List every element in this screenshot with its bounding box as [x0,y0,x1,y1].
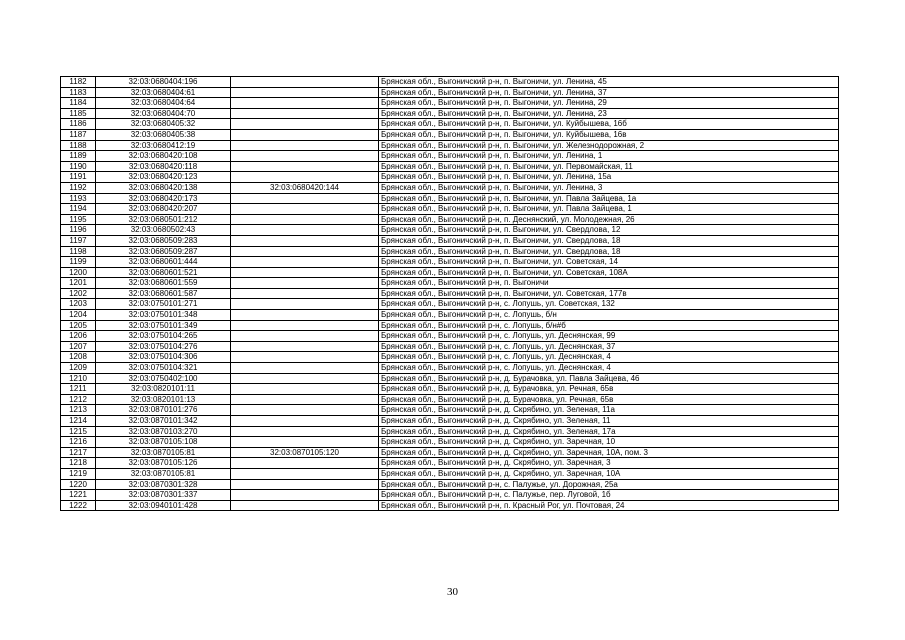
cadastral-number: 32:03:0680420:123 [96,172,231,183]
table-row [61,151,839,162]
related-cadastral-number [231,310,379,321]
address: Брянская обл., Выгоничский р-н, п. Выгоничи, ул. Куйбышева, 16б [379,119,839,130]
row-number: 1205 [61,320,96,331]
table-row [61,77,839,88]
related-cadastral-number [231,204,379,215]
row-number: 1188 [61,140,96,151]
address: Брянская обл., Выгоничский р-н, п. Выгоничи, ул. Павла Зайцева, 1 [379,204,839,215]
table-row [61,267,839,278]
address: Брянская обл., Выгоничский р-н, д. Скрябино, ул. Зеленая, 11а [379,405,839,416]
address: Брянская обл., Выгоничский р-н, п. Выгоничи, ул. Советская, 14 [379,257,839,268]
table-row [61,479,839,490]
row-number: 1194 [61,204,96,215]
address: Брянская обл., Выгоничский р-н, с. Палужье, пер. Луговой, 1б [379,490,839,501]
address: Брянская обл., Выгоничский р-н, п. Выгоничи, ул. Свердлова, 18 [379,246,839,257]
address: Брянская обл., Выгоничский р-н, д. Скрябино, ул. Заречная, 10 [379,437,839,448]
related-cadastral-number [231,458,379,469]
page-number: 30 [447,586,458,598]
address: Брянская обл., Выгоничский р-н, п. Выгоничи, ул. Советская, 108А [379,267,839,278]
cadastral-number: 32:03:0680420:207 [96,204,231,215]
related-cadastral-number [231,490,379,501]
address: Брянская обл., Выгоничский р-н, с. Лопушь, ул. Деснянская, 4 [379,363,839,374]
related-cadastral-number [231,341,379,352]
row-number: 1198 [61,246,96,257]
table-row [61,87,839,98]
cadastral-number: 32:03:0680601:444 [96,257,231,268]
table-row [61,161,839,172]
table-row [61,447,839,458]
cadastral-number: 32:03:0680404:61 [96,87,231,98]
row-number: 1186 [61,119,96,130]
table-row [61,310,839,321]
table-row [61,204,839,215]
address: Брянская обл., Выгоничский р-н, с. Палужье, ул. Дорожная, 25а [379,479,839,490]
table-row [61,182,839,193]
table-row [61,458,839,469]
cadastral-number: 32:03:0750104:321 [96,363,231,374]
row-number: 1192 [61,182,96,193]
cadastral-number: 32:03:0870105:126 [96,458,231,469]
related-cadastral-number [231,257,379,268]
cadastral-number: 32:03:0870301:328 [96,479,231,490]
cadastral-number: 32:03:0750101:348 [96,310,231,321]
table-row [61,394,839,405]
cadastral-number: 32:03:0750104:306 [96,352,231,363]
address: Брянская обл., Выгоничский р-н, п. Выгоничи, ул. Ленина, 1 [379,151,839,162]
related-cadastral-number [231,437,379,448]
related-cadastral-number [231,363,379,374]
related-cadastral-number [231,129,379,140]
cadastral-number: 32:03:0870103:270 [96,426,231,437]
row-number: 1213 [61,405,96,416]
row-number: 1203 [61,299,96,310]
related-cadastral-number [231,87,379,98]
row-number: 1221 [61,490,96,501]
address: Брянская обл., Выгоничский р-н, д. Скрябино, ул. Зеленая, 11 [379,416,839,427]
table-row [61,140,839,151]
row-number: 1220 [61,479,96,490]
related-cadastral-number [231,500,379,511]
table-row [61,235,839,246]
cadastral-number: 32:03:0680404:64 [96,98,231,109]
table-row [61,405,839,416]
address: Брянская обл., Выгоничский р-н, п. Выгоничи, ул. Свердлова, 12 [379,225,839,236]
cadastral-number: 32:03:0750104:276 [96,341,231,352]
row-number: 1185 [61,108,96,119]
table-row [61,299,839,310]
cadastral-number: 32:03:0870105:108 [96,437,231,448]
address: Брянская обл., Выгоничский р-н, с. Лопушь, ул. Советская, 132 [379,299,839,310]
row-number: 1187 [61,129,96,140]
row-number: 1208 [61,352,96,363]
row-number: 1189 [61,151,96,162]
table-row [61,426,839,437]
address: Брянская обл., Выгоничский р-н, д. Скрябино, ул. Заречная, 10А, пом. 3 [379,447,839,458]
property-register-table [60,76,839,511]
row-number: 1182 [61,77,96,88]
cadastral-number: 32:03:0680501:212 [96,214,231,225]
cadastral-number: 32:03:0820101:13 [96,394,231,405]
cadastral-number: 32:03:0680601:587 [96,288,231,299]
related-cadastral-number [231,151,379,162]
cadastral-number: 32:03:0750402:100 [96,373,231,384]
related-cadastral-number [231,119,379,130]
table-row [61,468,839,479]
related-cadastral-number [231,352,379,363]
table-row [61,373,839,384]
row-number: 1212 [61,394,96,405]
cadastral-number: 32:03:0750101:349 [96,320,231,331]
row-number: 1201 [61,278,96,289]
address: Брянская обл., Выгоничский р-н, п. Выгоничи, ул. Ленина, 29 [379,98,839,109]
table-row [61,500,839,511]
related-cadastral-number [231,246,379,257]
address: Брянская обл., Выгоничский р-н, п. Красный Рог, ул. Почтовая, 24 [379,500,839,511]
cadastral-number: 32:03:0680420:138 [96,182,231,193]
row-number: 1219 [61,468,96,479]
related-cadastral-number [231,331,379,342]
row-number: 1214 [61,416,96,427]
address: Брянская обл., Выгоничский р-н, д. Скрябино, ул. Зеленая, 17а [379,426,839,437]
related-cadastral-number [231,161,379,172]
row-number: 1196 [61,225,96,236]
address: Брянская обл., Выгоничский р-н, с. Лопушь, ул. Деснянская, 99 [379,331,839,342]
address: Брянская обл., Выгоничский р-н, п. Выгоничи, ул. Первомайская, 11 [379,161,839,172]
row-number: 1218 [61,458,96,469]
address: Брянская обл., Выгоничский р-н, д. Бурачовка, ул. Павла Зайцева, 46 [379,373,839,384]
table-row [61,331,839,342]
table-row [61,98,839,109]
row-number: 1216 [61,437,96,448]
register-table-body [61,77,839,511]
address: Брянская обл., Выгоничский р-н, п. Выгоничи, ул. Железнодорожная, 2 [379,140,839,151]
table-row [61,416,839,427]
cadastral-number: 32:03:0680404:70 [96,108,231,119]
cadastral-number: 32:03:0750101:271 [96,299,231,310]
row-number: 1209 [61,363,96,374]
table-row [61,193,839,204]
address: Брянская обл., Выгоничский р-н, д. Бурачовка, ул. Речная, 65в [379,394,839,405]
cadastral-number: 32:03:0870101:342 [96,416,231,427]
address: Брянская обл., Выгоничский р-н, д. Бурачовка, ул. Речная, 65в [379,384,839,395]
cadastral-number: 32:03:0680420:173 [96,193,231,204]
row-number: 1197 [61,235,96,246]
related-cadastral-number [231,193,379,204]
cadastral-number: 32:03:0680420:118 [96,161,231,172]
address: Брянская обл., Выгоничский р-н, с. Лопушь, б/н#б [379,320,839,331]
row-number: 1183 [61,87,96,98]
cadastral-number: 32:03:0680509:287 [96,246,231,257]
row-number: 1184 [61,98,96,109]
related-cadastral-number [231,288,379,299]
related-cadastral-number [231,320,379,331]
row-number: 1206 [61,331,96,342]
address: Брянская обл., Выгоничский р-н, п. Выгоничи, ул. Советская, 177в [379,288,839,299]
cadastral-number: 32:03:0680420:108 [96,151,231,162]
row-number: 1202 [61,288,96,299]
related-cadastral-number [231,77,379,88]
table-row [61,288,839,299]
address: Брянская обл., Выгоничский р-н, п. Выгоничи, ул. Ленина, 37 [379,87,839,98]
table-row [61,257,839,268]
table-row [61,246,839,257]
related-cadastral-number [231,384,379,395]
address: Брянская обл., Выгоничский р-н, д. Скрябино, ул. Заречная, 3 [379,458,839,469]
related-cadastral-number [231,405,379,416]
cadastral-number: 32:03:0870101:276 [96,405,231,416]
table-row [61,108,839,119]
cadastral-number: 32:03:0750104:265 [96,331,231,342]
cadastral-number: 32:03:0870301:337 [96,490,231,501]
address: Брянская обл., Выгоничский р-н, п. Выгоничи, ул. Ленина, 23 [379,108,839,119]
cadastral-number: 32:03:0680412:19 [96,140,231,151]
table-row [61,341,839,352]
row-number: 1215 [61,426,96,437]
table-row [61,384,839,395]
address: Брянская обл., Выгоничский р-н, п. Выгоничи, ул. Ленина, 15а [379,172,839,183]
related-cadastral-number [231,98,379,109]
cadastral-number: 32:03:0680601:521 [96,267,231,278]
address: Брянская обл., Выгоничский р-н, с. Лопушь, б/н [379,310,839,321]
cadastral-number: 32:03:0680509:283 [96,235,231,246]
row-number: 1204 [61,310,96,321]
address: Брянская обл., Выгоничский р-н, п. Выгоничи [379,278,839,289]
cadastral-number: 32:03:0680405:32 [96,119,231,130]
table-row [61,225,839,236]
related-cadastral-number [231,108,379,119]
table-row [61,490,839,501]
address: Брянская обл., Выгоничский р-н, д. Скрябино, ул. Заречная, 10А [379,468,839,479]
row-number: 1199 [61,257,96,268]
related-cadastral-number [231,140,379,151]
related-cadastral-number [231,214,379,225]
related-cadastral-number [231,235,379,246]
table-row [61,363,839,374]
address: Брянская обл., Выгоничский р-н, с. Лопушь, ул. Деснянская, 4 [379,352,839,363]
row-number: 1190 [61,161,96,172]
related-cadastral-number [231,172,379,183]
cadastral-number: 32:03:0940101:428 [96,500,231,511]
related-cadastral-number [231,225,379,236]
row-number: 1200 [61,267,96,278]
related-cadastral-number [231,479,379,490]
related-cadastral-number [231,416,379,427]
table-row [61,172,839,183]
related-cadastral-number [231,267,379,278]
table-row [61,119,839,130]
cadastral-number: 32:03:0680601:559 [96,278,231,289]
related-cadastral-number [231,468,379,479]
row-number: 1210 [61,373,96,384]
row-number: 1211 [61,384,96,395]
cadastral-number: 32:03:0870105:81 [96,468,231,479]
address: Брянская обл., Выгоничский р-н, п. Выгоничи, ул. Ленина, 45 [379,77,839,88]
row-number: 1222 [61,500,96,511]
related-cadastral-number [231,394,379,405]
table-row [61,352,839,363]
table-row [61,320,839,331]
row-number: 1191 [61,172,96,183]
table-row [61,278,839,289]
related-cadastral-number [231,278,379,289]
cadastral-number: 32:03:0870105:81 [96,447,231,458]
related-cadastral-number [231,373,379,384]
cadastral-number: 32:03:0680404:196 [96,77,231,88]
table-row [61,214,839,225]
cadastral-number: 32:03:0680502:43 [96,225,231,236]
related-cadastral-number [231,299,379,310]
row-number: 1207 [61,341,96,352]
related-cadastral-number: 32:03:0870105:120 [231,447,379,458]
address: Брянская обл., Выгоничский р-н, п. Выгоничи, ул. Свердлова, 18 [379,235,839,246]
row-number: 1217 [61,447,96,458]
related-cadastral-number [231,426,379,437]
table-row [61,129,839,140]
cadastral-number: 32:03:0820101:11 [96,384,231,395]
address: Брянская обл., Выгоничский р-н, с. Лопушь, ул. Деснянская, 37 [379,341,839,352]
address: Брянская обл., Выгоничский р-н, п. Деснянский, ул. Молодежная, 26 [379,214,839,225]
address: Брянская обл., Выгоничский р-н, п. Выгоничи, ул. Павла Зайцева, 1а [379,193,839,204]
address: Брянская обл., Выгоничский р-н, п. Выгоничи, ул. Ленина, 3 [379,182,839,193]
row-number: 1195 [61,214,96,225]
address: Брянская обл., Выгоничский р-н, п. Выгоничи, ул. Куйбышева, 16в [379,129,839,140]
table-row [61,437,839,448]
row-number: 1193 [61,193,96,204]
cadastral-number: 32:03:0680405:38 [96,129,231,140]
related-cadastral-number: 32:03:0680420:144 [231,182,379,193]
